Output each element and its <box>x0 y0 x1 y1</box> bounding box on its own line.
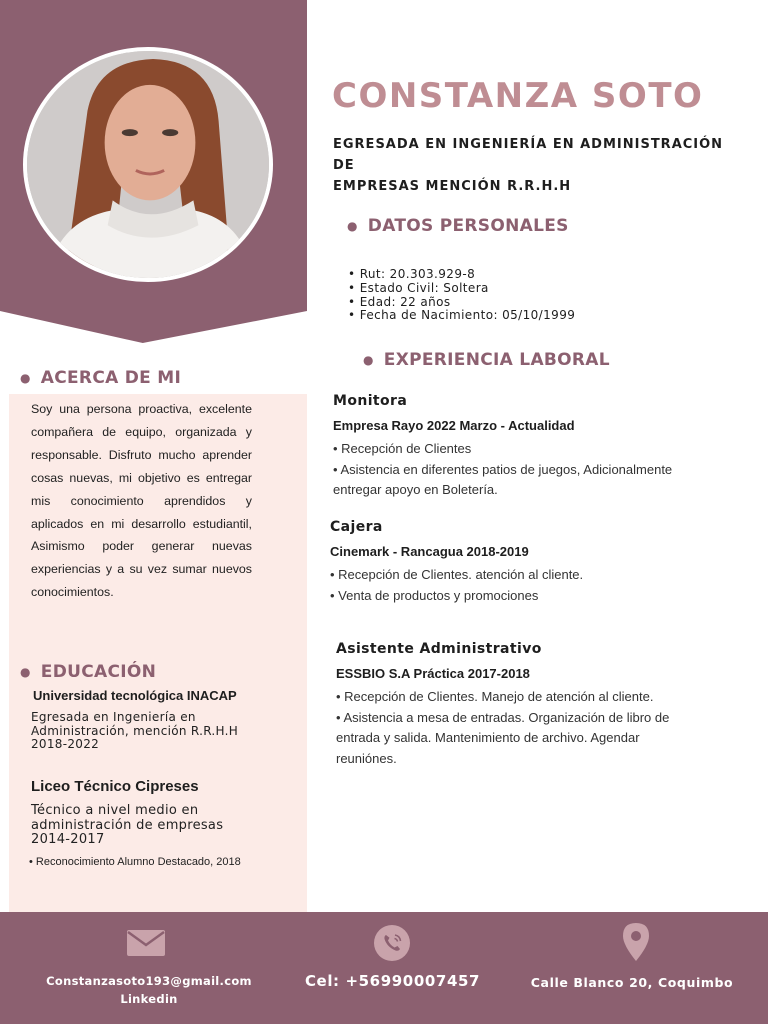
personal-item: • Fecha de Nacimiento: 05/10/1999 <box>358 309 575 323</box>
contact-address: Calle Blanco 20, Coquimbo <box>530 975 734 990</box>
personal-item: • Rut: 20.303.929-8 <box>358 268 575 282</box>
education-entry <box>31 688 238 752</box>
bullet-icon: ● <box>363 353 374 367</box>
job-company: ESSBIO S.A Práctica 2017-2018 <box>336 666 530 681</box>
education-desc: administración de empresas <box>31 817 224 833</box>
education-desc: Egresada en Ingeniería en <box>31 710 196 724</box>
about-heading <box>20 368 181 388</box>
location-pin-icon <box>623 923 649 961</box>
experience-heading <box>363 350 610 370</box>
education-institution: Universidad tecnológica INACAP <box>33 688 237 703</box>
bullet-icon: ● <box>20 665 31 679</box>
job-task: reuniónes. <box>336 750 397 766</box>
education-entry <box>31 778 241 868</box>
job-title: Monitora <box>333 393 408 409</box>
job-company: Cinemark - Rancagua 2018-2019 <box>330 544 529 559</box>
email-link[interactable]: Constanzasoto193@gmail.com <box>46 974 252 988</box>
headline-line: EGRESADA EN INGENIERÍA EN ADMINISTRACIÓN DE <box>333 137 724 173</box>
personal-heading-label: DATOS PERSONALES <box>367 216 569 236</box>
profile-photo <box>27 51 269 278</box>
headline-line: EMPRESAS MENCIÓN R.R.H.H <box>333 179 572 194</box>
bullet-icon: ● <box>20 371 31 385</box>
contact-phone[interactable]: Cel: +56990007457 <box>304 972 481 990</box>
job-task: • Venta de productos y promociones <box>330 587 539 603</box>
education-heading <box>20 662 156 682</box>
personal-item: • Edad: 22 años <box>358 296 575 310</box>
linkedin-link[interactable]: Linkedin <box>120 992 178 1006</box>
education-years: 2014-2017 <box>31 832 105 847</box>
job-entry <box>336 641 669 769</box>
job-task: • Recepción de Clientes. Manejo de atención al cliente. <box>336 689 654 704</box>
education-note: • Reconocimiento Alumno Destacado, 2018 <box>29 855 241 868</box>
job-task: • Recepción de Clientes <box>333 441 472 456</box>
job-title: Cajera <box>330 519 383 535</box>
personal-data-list <box>358 268 575 323</box>
profile-photo-frame <box>23 47 273 282</box>
phone-icon <box>374 925 410 961</box>
mail-icon <box>127 930 165 956</box>
bullet-icon: ● <box>347 219 358 233</box>
education-years: 2018-2022 <box>31 737 100 751</box>
candidate-name: CONSTANZA SOTO <box>332 76 704 116</box>
education-desc: Técnico a nivel medio en <box>31 803 199 818</box>
personal-item: • Estado Civil: Soltera <box>358 282 575 296</box>
job-tasks <box>336 687 669 769</box>
education-heading-label: EDUCACIÓN <box>40 662 157 682</box>
job-tasks <box>330 565 583 606</box>
job-entry <box>330 519 583 606</box>
headline <box>333 134 743 197</box>
job-title: Asistente Administrativo <box>336 641 542 657</box>
job-task: • Recepción de Clientes. atención al cliente. <box>330 567 584 582</box>
education-desc: Administración, mención R.R.H.H <box>31 723 239 738</box>
personal-heading <box>347 216 569 236</box>
contact-footer <box>0 912 768 1024</box>
experience-heading-label: EXPERIENCIA LABORAL <box>383 350 610 370</box>
job-entry <box>333 393 672 501</box>
job-task: entregar apoyo en Boletería. <box>333 482 498 497</box>
job-task: • Asistencia a mesa de entradas. Organización de libro de <box>336 709 670 725</box>
about-heading-label: ACERCA DE MI <box>40 368 182 388</box>
job-task: • Asistencia en diferentes patios de juegos, Adicionalmente <box>333 461 673 477</box>
job-tasks <box>333 439 672 501</box>
job-task: entrada y salida. Mantenimiento de archivo. Agendar <box>336 730 640 745</box>
contact-email-block <box>40 972 258 1008</box>
job-company: Empresa Rayo 2022 Marzo - Actualidad <box>333 418 575 433</box>
education-institution: Liceo Técnico Cipreses <box>31 778 199 795</box>
about-text: Soy una persona proactiva, excelente compañera de equipo, organizada y responsable. Disfruto mucho aprender cosas nuevas, mi objetivo es entregar mis conocimiento aprendidos y aplicados en mi desarrollo estudiantil, Asimismo poder generar nuevas experiencias y a su vez sumar nuevos conocimientos. <box>31 402 252 600</box>
